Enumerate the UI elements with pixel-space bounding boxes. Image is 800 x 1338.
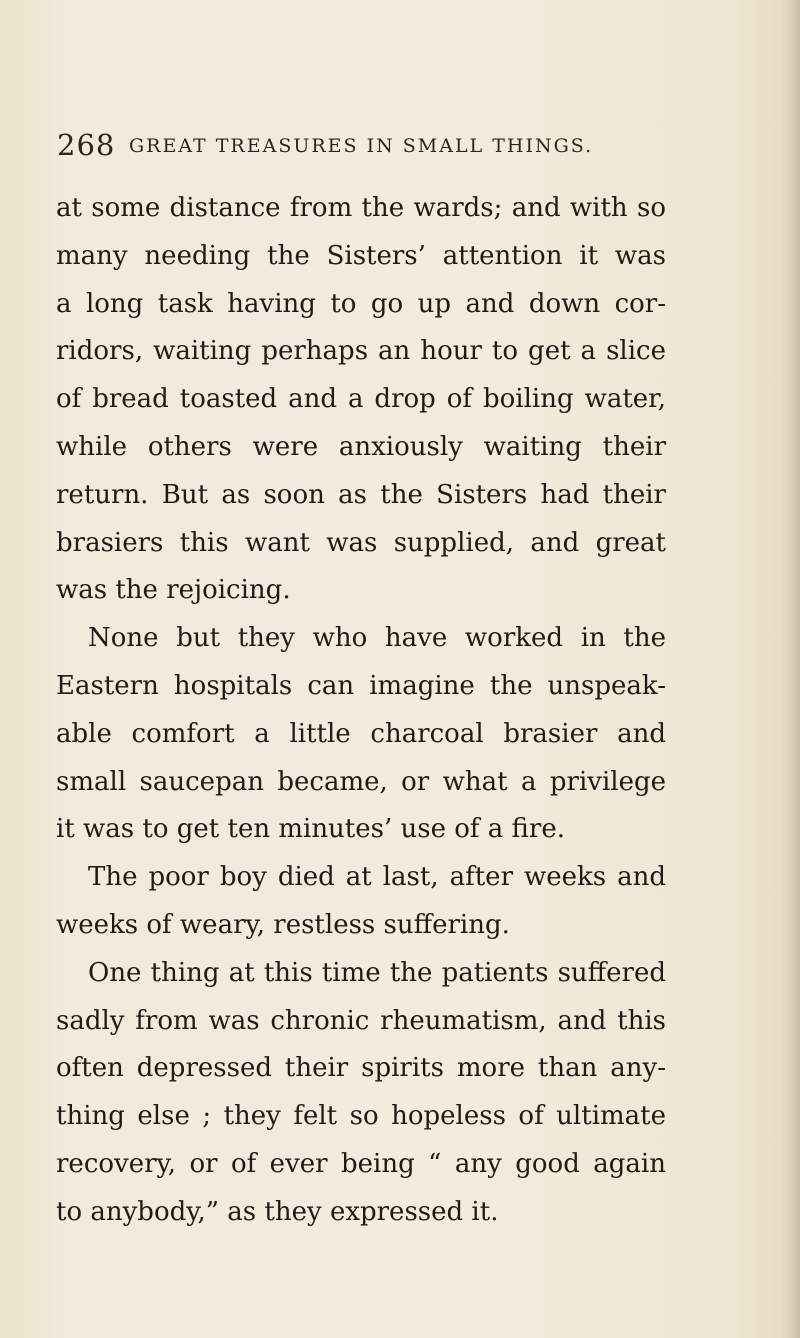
text-line: Eastern hospitals can imagine the unspeak- — [56, 670, 666, 701]
text-line: while others were anxiously waiting their — [56, 431, 666, 462]
text-line: The poor boy died at last, after weeks and — [88, 862, 666, 893]
text-line: a long task having to go up and down cor- — [56, 288, 666, 319]
text-line: recovery, or of ever being “ any good again — [56, 1148, 666, 1179]
text-line: was the rejoicing. — [56, 575, 291, 606]
text-line: at some distance from the wards; and with so — [56, 193, 666, 223]
text-line: thing else ; they felt so hopeless of ultimate — [56, 1101, 666, 1132]
text-line: One thing at this time the patients suffered — [88, 957, 666, 988]
text-line: None but they who have worked in the — [88, 623, 666, 654]
text-line: often depressed their spirits more than any- — [56, 1053, 666, 1084]
text-line: weeks of weary, restless suffering. — [56, 909, 510, 940]
text-line: return. But as soon as the Sisters had their — [56, 479, 666, 510]
text-line: brasiers this want was supplied, and great — [56, 527, 666, 558]
body-text — [56, 185, 666, 1237]
page-header — [57, 128, 677, 168]
text-line: it was to get ten minutes’ use of a fire. — [56, 814, 565, 845]
page-number: 268 — [57, 128, 116, 162]
text-line: sadly from was chronic rheumatism, and this — [56, 1005, 666, 1036]
text-line: many needing the Sisters’ attention it was — [56, 240, 666, 271]
text-line: ridors, waiting perhaps an hour to get a slice — [56, 336, 666, 367]
text-line: small saucepan became, or what a privilege — [56, 766, 666, 797]
text-line: able comfort a little charcoal brasier and — [56, 718, 666, 749]
running-head: GREAT TREASURES IN SMALL THINGS. — [129, 135, 594, 157]
text-line: of bread toasted and a drop of boiling water, — [56, 384, 666, 415]
text-line: to anybody,” as they expressed it. — [56, 1196, 499, 1227]
page-edge-shadow — [780, 0, 800, 1338]
